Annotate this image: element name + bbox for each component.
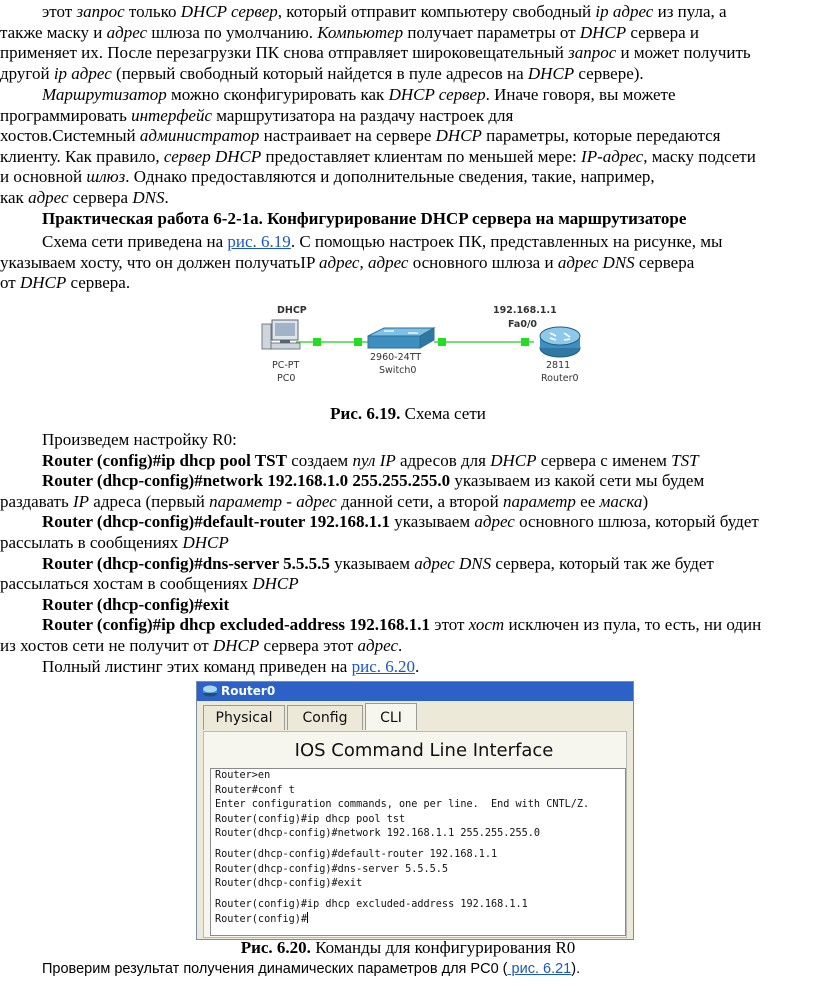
text-cursor xyxy=(307,912,308,923)
pc-icon xyxy=(262,320,300,349)
command-line-default-router: Router (dhcp-config)#default-router 192.168.1.1 указываем адрес основного шлюза, который будет xyxy=(42,512,759,532)
text-line: также маску и адрес шлюза по умолчанию. Компьютер получает параметры от DHCP сервера и xyxy=(0,22,700,42)
text-line: другой ip адрес (первый свободный который найдется в пуле адресов на DHCP сервере). xyxy=(0,63,644,83)
port-light xyxy=(521,338,529,346)
router-model-label: 2811 xyxy=(546,360,571,371)
console-line: Router>en xyxy=(215,770,271,781)
cli-heading: IOS Command Line Interface xyxy=(294,740,554,761)
router-app-icon xyxy=(202,684,218,698)
config-commands-section xyxy=(0,430,816,677)
port-light xyxy=(438,338,446,346)
text-line: программировать интерфейс маршрутизатора на раздачу настроек для xyxy=(0,105,514,125)
text-line: из хостов сети не получит от DHCP сервера этот адрес. xyxy=(0,635,403,655)
pc-type-label: PC-PT xyxy=(272,360,300,371)
console-line: Router#conf t xyxy=(215,784,295,796)
text-line: раздавать IP адреса (первый параметр - адрес данной сети, а второй параметр ее маска) xyxy=(0,491,649,511)
section-heading xyxy=(0,209,816,230)
router-cli-window xyxy=(196,681,634,940)
pc-name-label: PC0 xyxy=(277,373,296,384)
heading-text: Практическая работа 6-2-1а. Конфигурирование DHCP сервера на маршрутизаторе xyxy=(42,209,687,228)
command-line-network: Router (dhcp-config)#network 192.168.1.0 255.255.255.0 указываем из какой сети мы будем xyxy=(42,471,705,491)
tab-cli[interactable]: CLI xyxy=(365,703,417,730)
check-result-line: Проверим результат получения динамических параметров для PC0 ( рис. 6.21). xyxy=(42,961,581,977)
switch-name-label: Switch0 xyxy=(379,365,417,376)
text-line: как адрес сервера DNS. xyxy=(0,187,169,207)
console-line: Router(dhcp-config)#default-router 192.168.1.1 xyxy=(215,848,498,860)
pc-dhcp-label: DHCP xyxy=(277,305,307,316)
cli-panel xyxy=(203,731,627,938)
text-line: Маршрутизатор можно сконфигурировать как DHCP сервер. Иначе говоря, вы можете xyxy=(42,85,676,104)
text-line: указываем хосту, что он должен получатьIP адрес, адрес основного шлюза и адрес DNS сервера xyxy=(0,252,695,272)
console-line: Router(dhcp-config)#network 192.168.1.1 255.255.255.0 xyxy=(215,828,541,840)
port-light xyxy=(354,338,362,346)
figure-link-6-21[interactable]: рис. 6.21 xyxy=(507,961,572,977)
text-line: от DHCP сервера. xyxy=(0,273,131,293)
paragraph-scheme xyxy=(0,232,816,294)
paragraph-router-dhcp xyxy=(0,85,816,209)
command-line-exit: Router (dhcp-config)#exit xyxy=(42,594,230,614)
figure-caption-6-19: Рис. 6.19. Схема сети xyxy=(330,404,486,423)
console-line: Router(dhcp-config)#dns-server 5.5.5.5 xyxy=(215,863,449,875)
network-diagram xyxy=(238,300,598,392)
figure-link-6-19[interactable]: рис. 6.19 xyxy=(227,232,291,251)
console-line: Router(dhcp-config)#exit xyxy=(215,878,363,890)
tab-physical[interactable]: Physical xyxy=(203,705,285,730)
text-line: рассылаться хостам в сообщениях DHCP xyxy=(0,574,299,594)
router-ip-label: 192.168.1.1 xyxy=(493,305,557,316)
console-line: Enter configuration commands, one per line. End with CNTL/Z. xyxy=(215,799,590,811)
console-line: Router(config)#ip dhcp pool tst xyxy=(215,813,406,825)
console-prompt: Router(config)# xyxy=(215,914,308,926)
window-titlebar[interactable] xyxy=(197,682,633,701)
router-name-label: Router0 xyxy=(541,373,579,384)
text-line: рассылать в сообщениях DHCP xyxy=(0,532,229,552)
text-line: и основной шлюз. Однако предоставляются и дополнительные сведения, такие, например, xyxy=(0,167,655,187)
listing-reference-line: Полный листинг этих команд приведен на рис. 6.20. xyxy=(42,656,420,676)
cli-console[interactable] xyxy=(210,768,626,936)
text-line: хостов.Системный администратор настраивает на сервере DHCP параметры, которые передаются xyxy=(0,126,721,146)
text-line: применяет их. После перезагрузки ПК снова отправляет широковещательный запрос и может получить xyxy=(0,43,751,63)
switch-model-label: 2960-24TT xyxy=(370,352,422,363)
router-port-label: Fa0/0 xyxy=(508,319,538,330)
figure-caption-6-20: Рис. 6.20. Команды для конфигурирования R0 xyxy=(240,938,576,957)
router-icon xyxy=(540,327,580,357)
paragraph-dhcp-request xyxy=(0,2,816,84)
text-line: Схема сети приведена на рис. 6.19. С помощью настроек ПК, представленных на рисунке, мы xyxy=(42,232,723,251)
command-line-excluded-address: Router (config)#ip dhcp excluded-address 192.168.1.1 этот хост исключен из пула, то есть, ни один xyxy=(42,615,762,635)
console-prompt-line xyxy=(211,912,625,928)
intro-line: Произведем настройку R0: xyxy=(42,430,237,449)
command-line-dns-server: Router (dhcp-config)#dns-server 5.5.5.5 указываем адрес DNS сервера, который так же будет xyxy=(42,553,714,573)
command-line-pool: Router (config)#ip dhcp pool TST создаем пул IP адресов для DHCP сервера с именем TST xyxy=(42,450,699,470)
port-light xyxy=(313,338,321,346)
console-line: Router(config)#ip dhcp excluded-address 192.168.1.1 xyxy=(215,898,528,910)
tab-config[interactable]: Config xyxy=(287,705,363,730)
text-line: клиенту. Как правило, сервер DHCP предоставляет клиентам по меньшей мере: IP-адрес, маску подсети xyxy=(0,146,756,166)
switch-icon xyxy=(368,328,434,348)
window-title: Router0 xyxy=(221,684,276,698)
figure-link-6-20[interactable]: рис. 6.20 xyxy=(351,656,415,676)
text-line: этот запрос только DHCP сервер, который отправит компьютеру свободный ip адрес из пула, а xyxy=(42,2,727,21)
